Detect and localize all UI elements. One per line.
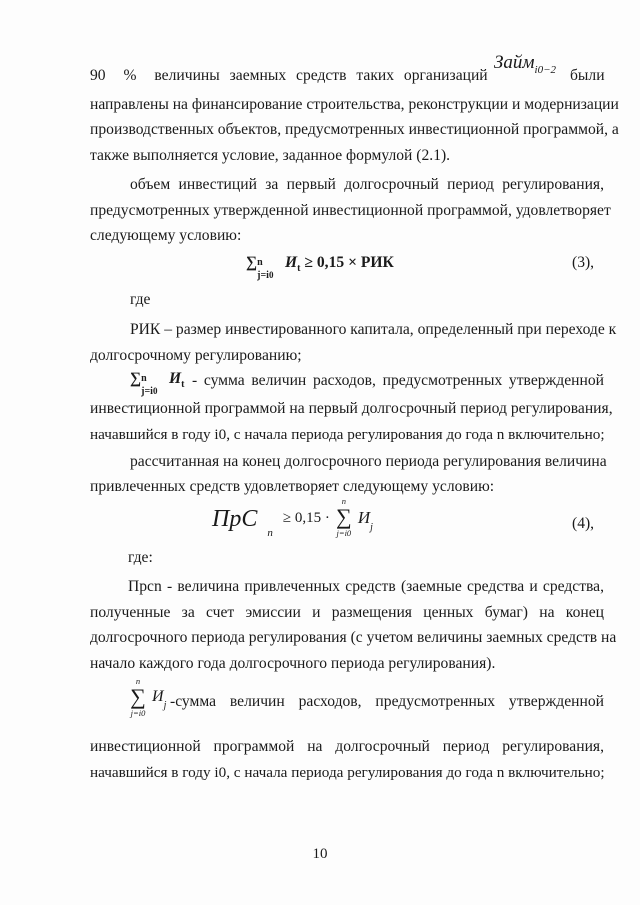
- paragraph-line: также выполняется условие, заданное формулой (2.1).: [90, 147, 451, 164]
- paragraph-line: начало каждого года долгосрочного периода регулирования).: [90, 655, 496, 672]
- text-90: 90: [90, 67, 106, 84]
- sigma-symbol: ∑: [246, 254, 258, 271]
- sigma-symbol: ∑: [130, 370, 142, 387]
- formula-lhs: ПрС: [212, 506, 258, 532]
- sum-upper-limit: n: [135, 676, 141, 686]
- paragraph-line: Прсn - величина привлеченных средств (заемные средства и средства,: [128, 578, 604, 595]
- formula-variable: И: [285, 254, 298, 271]
- formula-number: (4),: [572, 515, 595, 532]
- formula-variable: И: [357, 508, 371, 527]
- sum-expression: ∑ n j=i0 $И_t$: [130, 370, 185, 397]
- paragraph-line: направлены на финансирование строительства, реконструкции и модернизации: [90, 96, 619, 113]
- zaim-word: Займ: [494, 52, 535, 73]
- paragraph-line: полученные за счет эмиссии и размещения ценных бумаг) на конец: [90, 604, 604, 621]
- sum-expression: [128, 676, 167, 718]
- sum-lower-limit: j=i0: [336, 528, 352, 538]
- sum-lower-limit-index: 0: [268, 270, 274, 280]
- paragraph-line: начавшийся в году i0, с начала периода регулирования до года n включительно;: [90, 764, 605, 781]
- formula-inequality: ≥ 0,15 ·: [282, 510, 330, 526]
- paragraph-line: долгосрочному регулированию;: [90, 347, 302, 364]
- formula-variable: И: [152, 688, 164, 705]
- paragraph-line: следующему условию:: [90, 227, 242, 244]
- sum-operator: [128, 676, 148, 718]
- text-fragment: величины заемных средств таких организаций: [154, 67, 488, 84]
- where-label: где: [130, 291, 151, 308]
- formula-number: (3),: [572, 254, 595, 271]
- sum-lower-limit-index: 0: [152, 386, 158, 396]
- page-number: 10: [312, 846, 328, 862]
- paragraph-line: -сумма величин расходов, предусмотренных утвержденной: [170, 693, 604, 710]
- formula-rest: ≥ 0,15 × РИК: [304, 254, 394, 271]
- formula-4: [212, 496, 373, 550]
- text-percent: %: [123, 67, 137, 84]
- sigma-symbol: ∑: [335, 504, 352, 529]
- formula-variable: И: [169, 370, 182, 387]
- formula-variable-sub: j: [163, 700, 167, 712]
- paragraph-line: рассчитанная на конец долгосрочного периода регулирования величина: [130, 453, 607, 470]
- where-label: где:: [128, 549, 153, 566]
- formula-variable-sub: j: [370, 522, 373, 534]
- sum-operator: [334, 496, 354, 538]
- paragraph-line: инвестиционной программой на первый долгосрочный период регулирования,: [90, 400, 613, 417]
- paragraph-line: - сумма величин расходов, предусмотренных утвержденной: [192, 372, 604, 389]
- formula-3: ∑ n j=i0 $И_t \ge 0,15$ × РИК: [246, 254, 394, 281]
- paragraph-line: объем инвестиций за первый долгосрочный период регулирования,: [130, 176, 604, 193]
- paragraph-line: предусмотренных утвержденной инвестиционной программой, удовлетворяет: [90, 202, 611, 219]
- sum-lower-limit: j=i: [257, 270, 269, 281]
- sigma-symbol: ∑: [130, 684, 146, 709]
- paragraph-line: начавшийся в году i0, с начала периода регулирования до года n включительно;: [90, 426, 605, 443]
- paragraph-line: привлеченных средств удовлетворяет следующему условию:: [90, 478, 495, 495]
- formula-variable-sub: t: [297, 263, 301, 275]
- paragraph-line: РИК – размер инвестированного капитала, определенный при переходе к: [130, 321, 617, 338]
- zaim-subscript: i0−2: [534, 63, 557, 76]
- paragraph-line: производственных объектов, предусмотренных инвестиционной программой, а: [90, 121, 619, 138]
- text-fragment: были: [570, 67, 605, 84]
- sum-upper-limit: n: [341, 496, 346, 506]
- sum-lower-limit: j=i: [141, 386, 153, 397]
- zaim-formula: [494, 52, 556, 74]
- paragraph-line: инвестиционной программой на долгосрочный период регулирования,: [90, 738, 604, 755]
- formula-variable-sub: t: [181, 379, 185, 391]
- formula-lhs-sub: n: [267, 527, 273, 540]
- paragraph-line: долгосрочного периода регулирования (с учетом величины заемных средств на: [90, 629, 617, 646]
- sum-lower-limit: j=i0: [130, 708, 146, 718]
